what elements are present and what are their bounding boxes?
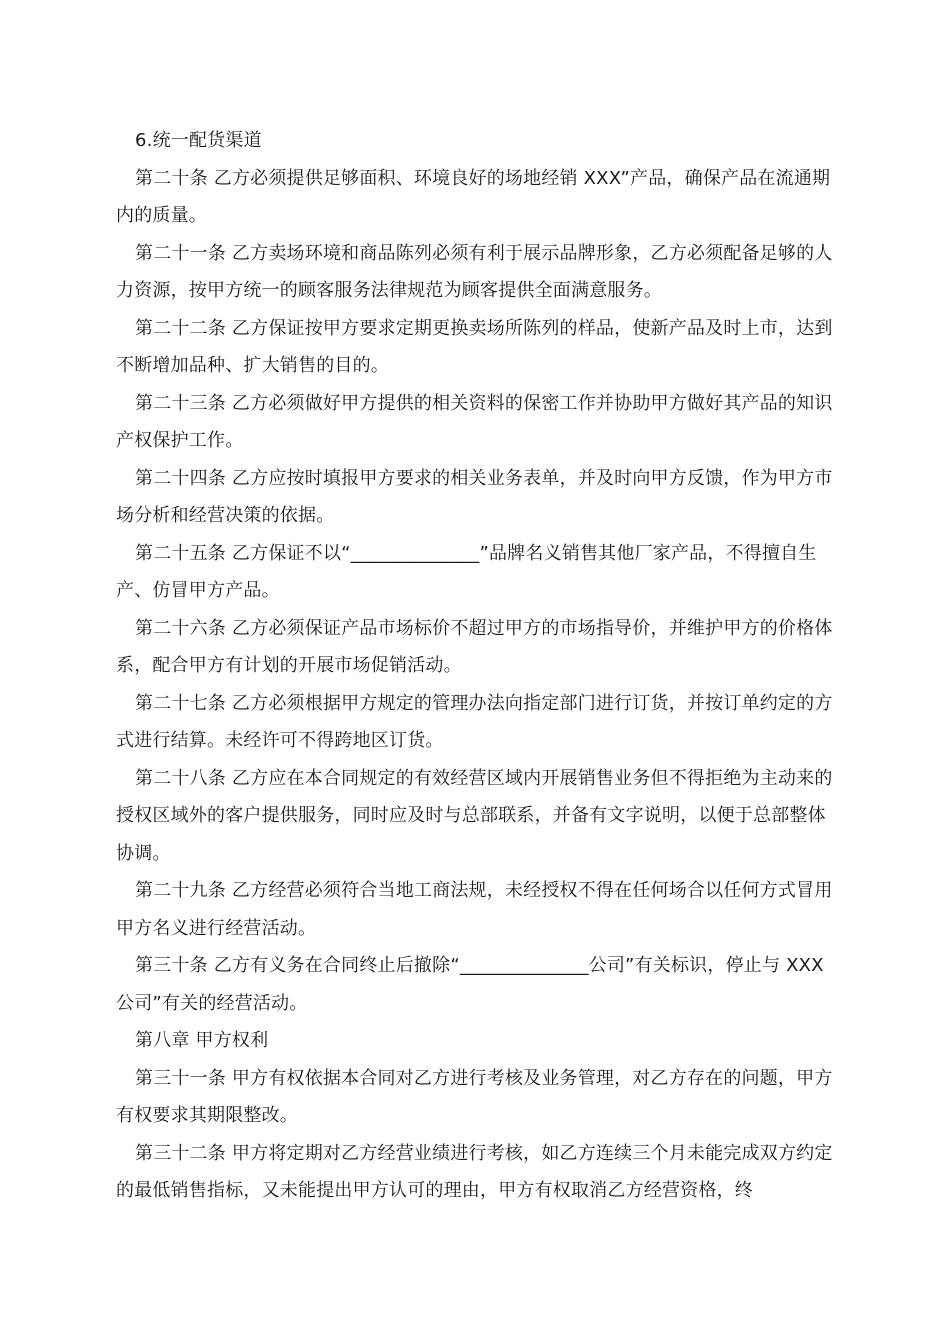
article-27: 第二十七条 乙方必须根据甲方规定的管理办法向指定部门进行订货，并按订单约定的方式进行结算。未经许可不得跨地区订货。: [116, 692, 833, 751]
chapter-heading: 第八章 甲方权利: [135, 1030, 269, 1051]
document-body: [116, 122, 838, 1210]
article-20: 第二十条 乙方必须提供足够面积、环境良好的场地经销 XXX”产品，确保产品在流通期内的质量。: [116, 167, 831, 226]
article-28: 第二十八条 乙方应在本合同规定的有效经营区域内开展销售业务但不得拒绝为主动来的授权区域外的客户提供服务，同时应及时与总部联系，并备有文字说明，以便于总部整体协调。: [116, 767, 833, 864]
article-21: 第二十一条 乙方卖场环境和商品陈列必须有利于展示品牌形象，乙方必须配备足够的人力资源，按甲方统一的顾客服务法律规范为顾客提供全面满意服务。: [116, 242, 833, 301]
article-29: 第二十九条 乙方经营必须符合当地工商法规，未经授权不得在任何场合以任何方式冒用甲方名义进行经营活动。: [116, 880, 833, 939]
section-heading: 6.统一配货渠道: [135, 130, 262, 151]
article-31: 第三十一条 甲方有权依据本合同对乙方进行考核及业务管理，对乙方存在的问题，甲方有权要求其期限整改。: [116, 1067, 833, 1126]
article-32: 第三十二条 甲方将定期对乙方经营业绩进行考核，如乙方连续三个月未能完成双方约定的最低销售指标，又未能提出甲方认可的理由，甲方有权取消乙方经营资格，终: [116, 1142, 833, 1201]
article-26: 第二十六条 乙方必须保证产品市场标价不超过甲方的市场指导价，并维护甲方的价格体系，配合甲方有计划的开展市场促销活动。: [116, 617, 833, 676]
article-25: 第二十五条 乙方保证不以“______________”品牌名义销售其他厂家产品，不得擅自生产、仿冒甲方产品。: [116, 542, 817, 601]
article-22: 第二十二条 乙方保证按甲方要求定期更换卖场所陈列的样品，使新产品及时上市，达到不断增加品种、扩大销售的目的。: [116, 317, 833, 376]
article-23: 第二十三条 乙方必须做好甲方提供的相关资料的保密工作并协助甲方做好其产品的知识产权保护工作。: [116, 392, 833, 451]
article-30: 第三十条 乙方有义务在合同终止后撤除“______________公司”有关标识，停止与 XXX 公司”有关的经营活动。: [116, 955, 824, 1014]
article-24: 第二十四条 乙方应按时填报甲方要求的相关业务表单，并及时向甲方反馈，作为甲方市场分析和经营决策的依据。: [116, 467, 833, 526]
